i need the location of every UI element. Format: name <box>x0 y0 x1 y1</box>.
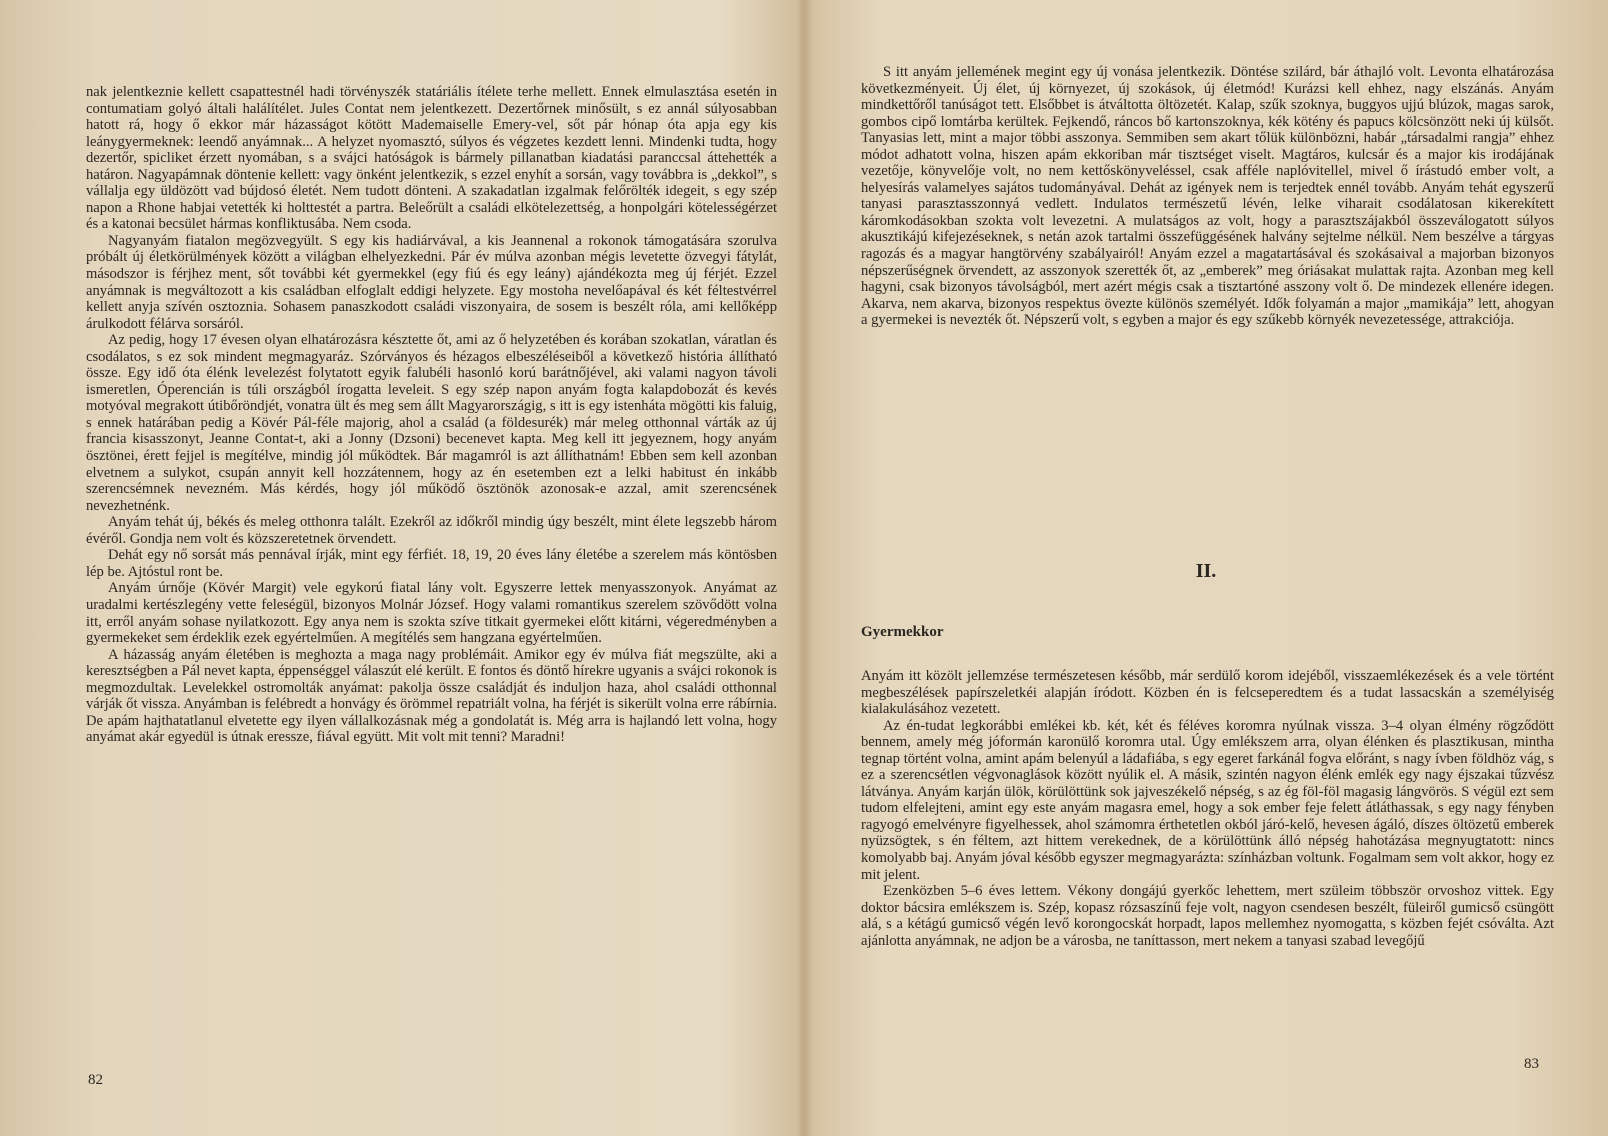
right-page-text <box>861 64 1554 329</box>
paragraph: S itt anyám jellemének megint egy új vonása jelentkezik. Döntése szilárd, bár áthajló volt. Levonta elhatározása következményeit. Új élet, új környezet, új szokások, új életmód! Kurázsi kell ehhez, nagy elszánás. Anyám mindkettőről tanúságot tett. Elsőbbet is átváltotta öltözetét. Kalap, szűk szoknya, buggyos ujjú blúzok, magas sarok, gombos cipő lomtárba kerültek. Fejkendő, ráncos bő kartonszoknya, kék kötény és papucs kölcsönzött neki új külsőt. Tanyasias lett, mint a major többi asszonya. Semmiben sem akart tőlük különbözni, habár „társadalmi rangja” ehhez módot adhatott volna, hiszen apám ekkoriban már tisztséget viselt. Magtáros, kulcsár és a major kis irodájának vezetője, könyvelője volt, no nem kettőskönyveléssel, csak afféle naplóvitellel, mivel ő írástudó ember volt, a helyesírás valamelyes sajátos tudományával. Dehát az igények nem is terjedtek ennél tovább. Anyám tehát egyszerű tanyasi parasztasszonnyá vedlett. Indulatos természetű lévén, lelke viharait csodálatosan kikerekített káromkodásokban szokta volt levezetni. A mulatságos az volt, hogy a parasztszájakból összeválogatott súlyos akusztikájú kifejezéseknek, s netán azok tartalmi összefüggésének halvány sejtelme nélkül. Nem beszélve a tárgyas ragozás és a magyar hangtörvény szabályairól! Anyám ezzel a magatartásával és szokásaival a majorban bizonyos népszerűségnek örvendett, az asszonyok szerették őt, az „emberek” meg óriásakat mulattak rajta. Azonban meg kell hagyni, csak bizonyos távolságból, mert azért mégis csak a tisztartóné asszony volt ő. De mindezek ellenére idegen. Akarva, nem akarva, bizonyos respektus övezte különös személyét. Idők folyamán a major „mamikája” lett, ahogyan a gyermekei is nevezték őt. Népszerű volt, s egyben a major és egy szűkebb környék nevezetessége, attrakciója. <box>861 64 1554 329</box>
right-page-text-2 <box>861 668 1554 949</box>
paragraph: Dehát egy nő sorsát más pennával írják, mint egy férfiét. 18, 19, 20 éves lány életébe a szerelem más köntösben lép be. Ajtóstul ront be. <box>86 547 777 580</box>
paragraph: Az pedig, hogy 17 évesen olyan elhatározásra késztette őt, ami az ő helyzetében és korában szokatlan, váratlan és csodálatos, s ez sok mindent megmagyaráz. Szórványos és hézagos elbeszéléseiből a következő história állítható össze. Egy idő óta élénk levelezést folytatott egyik falubéli hasonló korú barátnőjével, aki valami nagyon távoli ismeretlen, Óperencián is túli országból írogatta leveleit. S egy szép napon anyám fogta kalapdobozát és kevés motyóval megrakott útibőröndjét, vonatra ült és meg sem állt Magyarországig, s itt is egy istenháta mögötti kis faluig, s ennek határában pedig a Kövér Pál-féle majorig, ahol a család (a földesurék) már meleg otthonnal várták az új francia kisasszonyt, Jeanne Contat-t, aki a Jonny (Dzsoni) becenevet kapta. Meg kell itt jegyeznem, hogy anyám ösztönei, érett fejjel is megítélve, mindig jól működtek. Bár magamról is azt állíthatnám! Ebben sem kell azonban elvetnem a sulykot, csupán annyit kell hozzátennem, hogy az én esetemben ezt a lelki habitust én inkább szerencsémnek nevezném. Más kérdés, hogy jól működő ösztönök azonosak-e azzal, amit szerencsének nevezhetnénk. <box>86 332 777 514</box>
paragraph: Nagyanyám fiatalon megözvegyült. S egy kis hadiárvával, a kis Jeannenal a rokonok támogatására szorulva próbált új életkörülmények között a világban elhelyezkedni. Pár év múlva azonban mégis levetette özvegyi fátylát, másodszor is férjhez ment, sőt további két gyermekkel (egy fiú és egy leány) ajándékozta meg új férjét. Ezzel anyámnak is megváltozott a kis családban elfoglalt eddigi helyzete. Egy mostoha nevelőapával és két féltestvérrel kellett anyja szívén osztoznia. Sohasem panaszkodott családi viszonyaira, de sosem is beszélt róla, ami kellőképp árulkodott félárva sorsáról. <box>86 232 777 332</box>
page-number: 82 <box>88 1072 103 1088</box>
paragraph: Ezenközben 5–6 éves lettem. Vékony dongájú gyerkőc lehettem, mert szüleim többször orvoshoz vittek. Egy doktor bácsira emlékszem is. Szép, kopasz rózsaszínű feje volt, nagyon csendesen beszélt, füleiről gumicső csüngött alá, s a kétágú gumicső végén levő korongocskát horpadt, lapos mellemhez nyomogatta, s közben fejét csóválta. Azt ajánlotta anyámnak, ne adjon be a városba, ne taníttasson, mert nekem a tanyasi szabad levegőjű <box>861 883 1554 949</box>
left-page-text <box>86 84 777 746</box>
page-number: 83 <box>1524 1056 1539 1072</box>
paragraph: Anyám tehát új, békés és meleg otthonra talált. Ezekről az időkről mindig úgy beszélt, mint élete legszebb három évéről. Gondja nem volt és közszeretetnek örvendett. <box>86 514 777 547</box>
paragraph: Anyám itt közölt jellemzése természetesen később, már serdülő korom idejéből, visszaemlékezések és a vele történt megbeszélések papírszeletkéi alapján íródott. Közben én is felcseperedtem és a tudat lassacskán a személyiség kialakulásához vezetett. <box>861 668 1554 718</box>
paragraph: Az én-tudat legkorábbi emlékei kb. két, két és féléves koromra nyúlnak vissza. 3–4 olyan élmény rögződött bennem, amely még jóformán karonülő koromra utal. Úgy emlékszem arra, olyan élénken és plasztikusan, mintha tegnap történt volna, amint apám belenyúl a ládafiába, s egy egeret farkánál fogva előránt, s nagy ívben földhöz vág, s ez a szerencsétlen végvonaglások között nyúlik el. A másik, szintén nagyon élénk emlék egy nagy éjszakai tűzvész látványa. Anyám karján ülök, körülöttünk sok jajveszékelő népség, s az ég föl-föl magasig lángvörös. S végül ezt sem tudom elfelejteni, amint egy este anyám magasra emel, hogy a sok ember feje felett átláthassak, s egy nagy fényben ragyogó emelvényre figyelhessek, ahol számomra érthetetlen okból járó-kelő, hevesen ágáló, díszes öltözetű emberek nyüzsögtek, s én féltem, azt hittem verekednek, de a körülöttünk álló népség hahotázása megnyugtatott: nincs komolyabb baj. Anyám jóval később egyszer megmagyarázta: színházban voltunk. Fogalmam sem volt akkor, hogy ez mit jelent. <box>861 717 1554 883</box>
paragraph: nak jelentkeznie kellett csapattestnél hadi törvényszék statáriális ítélete terhe mellett. Ennek elmulasztása esetén in contumatiam golyó általi halálítélet. Jules Contat nem jelentkezett. Dezertőrnek minősült, s ez annál súlyosabban hatott rá, hogy ő ekkor már házasságot kötött Mademaiselle Emery-vel, sőt pár hónap óta apja egy kis leánygyermeknek: leendő anyámnak... A helyzet nyomasztó, súlyos és végzetes kezdett lenni. Mindenki tudta, hogy dezertőr, spicliket érzett nyomában, s a svájci hatóságok is bármely pillanatban kiadatási paranccsal áttehették a határon. Nagyapámnak döntenie kellett: vagy önként jelentkezik, s ezzel enyhít a sorsán, vagy továbbra is „dekkol”, s vállalja egy üldözött vad bújdosó életét. Nem tudott dönteni. A szakadatlan izgalmak felőrölték idegeit, s egy szép napon a Rhone habjai vetették ki holttestét a partra. Beleőrült a családi elkötelezettség, a honpolgári kötelességérzet és a katonai becsület hármas konfliktusába. Nem csoda. <box>86 84 777 233</box>
chapter-number: II. <box>1195 560 1217 582</box>
paragraph: Anyám úrnője (Kövér Margit) vele egykorú fiatal lány volt. Egyszerre lettek menyasszonyok. Anyámat az uradalmi kertészlegény vette feleségül, bizonyos Molnár József. Hogy valami romantikus szerelem szövődött volna itt, erről anyám sohase nyilatkozott. Egy anya nem is szokta szíve titkait gyermekei előtt kitárni, végeredményben a gyermekeket sem érdeklik ezek egyértelműen. A megítélés sem hangzana egyértelműen. <box>86 580 777 647</box>
section-title: Gyermekkor <box>861 624 944 640</box>
paragraph: A házasság anyám életében is meghozta a maga nagy problémáit. Amikor egy év múlva fiát megszülte, aki a keresztségben a Pál nevet kapta, éppenséggel válaszút elé került. E fontos és döntő hírekre ugyanis a svájci rokonok is megmozdultak. Levelekkel ostromolták anyámat: pakolja össze családját és induljon haza, ahol családi otthonnal várják őt vissza. Anyámban is felébredt a honvágy és örömmel repatriált volna, ha férjét is sikerült volna erre rábírnia. De apám hajthatatlanul elvetette egy ilyen vállalkozásnak még a gondolatát is. Még arra is hajlandó lett volna, hogy anyámat akár egyedül is útnak eressze, fiával együtt. Mit volt mit tenni? Maradni! <box>86 646 777 746</box>
right-page <box>804 0 1608 1136</box>
